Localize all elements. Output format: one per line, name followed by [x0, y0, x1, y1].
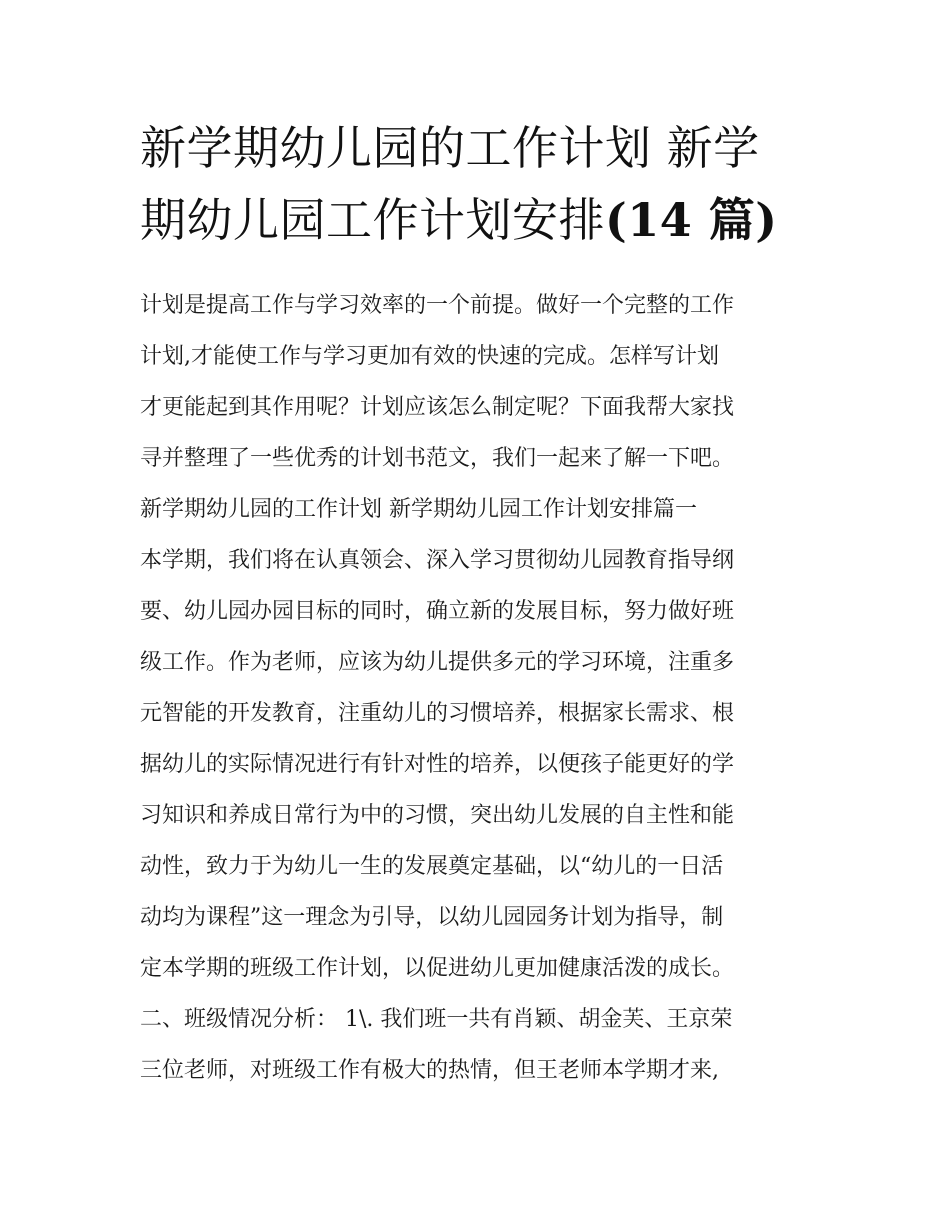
section-heading-line: 新学期幼儿园的工作计划 新学期幼儿园工作计划安排篇一	[140, 497, 697, 522]
body-line: 计划,才能使工作与学习更加有效的快速的完成。怎样写计划	[140, 344, 719, 369]
body-line: 才更能起到其作用呢？计划应该怎么制定呢？下面我帮大家找	[140, 395, 735, 420]
document-title	[140, 112, 812, 256]
body-line: 三位老师，对班级工作有极大的热情，但王老师本学期才来,	[140, 1058, 719, 1083]
body-line: 动均为课程”这一理念为引导，以幼儿园园务计划为指导，制	[140, 905, 724, 930]
document-body	[140, 280, 812, 1096]
body-line: 本学期，我们将在认真领会、深入学习贯彻幼儿园教育指导纲	[140, 548, 735, 573]
body-line: 元智能的开发教育，注重幼儿的习惯培养，根据家长需求、根	[140, 701, 735, 726]
document-page	[140, 112, 812, 1096]
body-line: 动性，致力于为幼儿一生的发展奠定基础，以“幼儿的一日活	[140, 854, 724, 879]
body-line: 计划是提高工作与学习效率的一个前提。做好一个完整的工作	[140, 293, 735, 318]
body-line: 级工作。作为老师，应该为幼儿提供多元的学习环境，注重多	[140, 650, 735, 675]
body-line: 定本学期的班级工作计划，以促进幼儿更加健康活泼的成长。	[140, 956, 735, 981]
title-line-2	[140, 184, 812, 256]
title-line-2-main: 期幼儿园工作计划安排	[140, 193, 605, 247]
title-line-2-suffix: (14 篇)	[605, 193, 778, 247]
title-line-1: 新学期幼儿园的工作计划 新学	[140, 121, 760, 175]
body-line: 要、幼儿园办园目标的同时，确立新的发展目标，努力做好班	[140, 599, 735, 624]
body-line: 习知识和养成日常行为中的习惯，突出幼儿发展的自主性和能	[140, 803, 735, 828]
body-line: 寻并整理了一些优秀的计划书范文，我们一起来了解一下吧。	[140, 446, 735, 471]
body-line: 二、班级情况分析： 1\. 我们班一共有肖颖、胡金芙、王京荣	[140, 1007, 733, 1032]
body-line: 据幼儿的实际情况进行有针对性的培养，以便孩子能更好的学	[140, 752, 735, 777]
